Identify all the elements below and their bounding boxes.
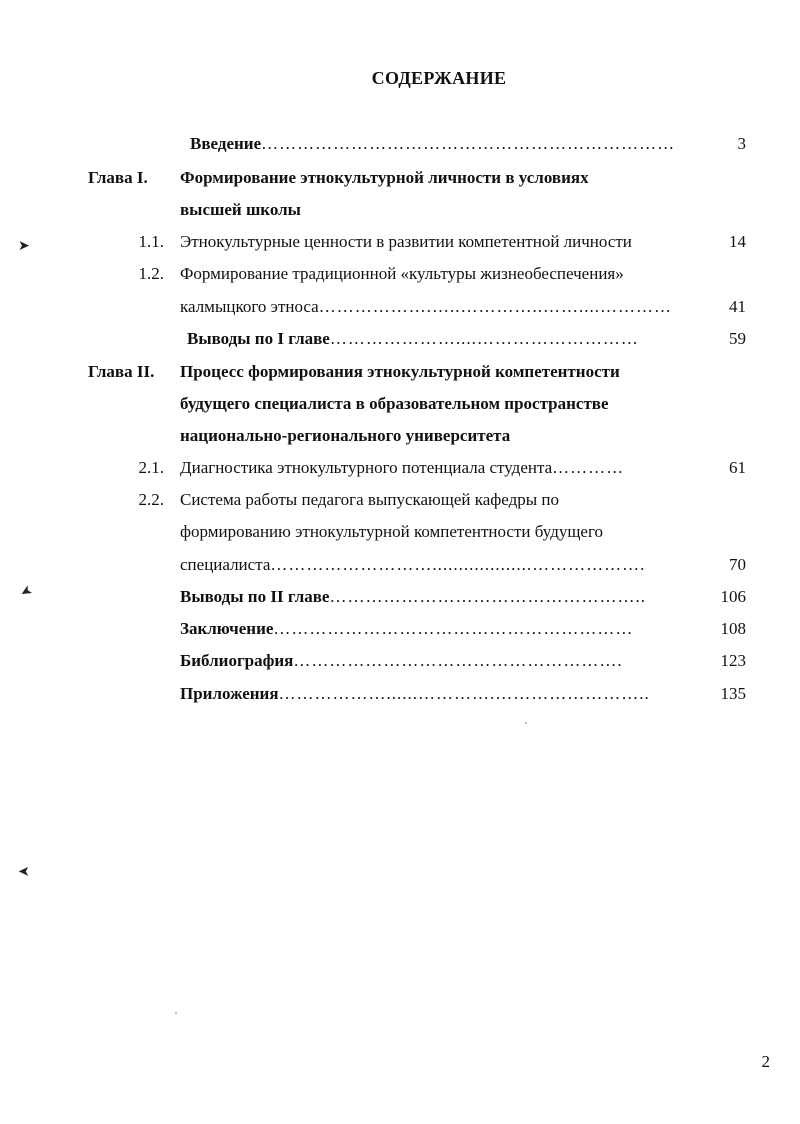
toc-page-number: 108 bbox=[720, 619, 746, 638]
toc-entry-intro[interactable] bbox=[190, 134, 695, 154]
toc-entry-title: Библиография bbox=[180, 651, 294, 670]
chapter-label: Глава I. bbox=[88, 168, 148, 187]
scan-mark-icon: ➤ bbox=[18, 863, 30, 879]
chapter-title-line[interactable]: Формирование этнокультурной личности в условиях bbox=[180, 168, 589, 187]
toc-entry-title: Введение bbox=[190, 134, 262, 153]
toc-leader-dots: …………………………………………………………… bbox=[261, 134, 676, 153]
toc-leader-dots: …………………....……………………… bbox=[329, 329, 639, 348]
toc-entry-title: калмыцкого этноса bbox=[180, 297, 319, 316]
toc-entry-conclusion[interactable] bbox=[180, 619, 695, 639]
toc-entry-title: Диагностика этнокультурного потенциала студента bbox=[180, 458, 553, 477]
section-number: 1.1. bbox=[138, 232, 164, 251]
toc-page-number: 123 bbox=[720, 651, 746, 670]
toc-entry-title[interactable]: Этнокультурные ценности в развитии компетентной личности bbox=[180, 232, 632, 251]
chapter-label: Глава II. bbox=[88, 362, 155, 381]
toc-entry-title: Заключение bbox=[180, 619, 274, 638]
toc-entry-title: Выводы по II главе bbox=[180, 587, 330, 606]
chapter-title-line[interactable]: высшей школы bbox=[180, 200, 301, 219]
toc-leader-dots: …………………………………………….. bbox=[329, 587, 646, 606]
toc-page-number: 14 bbox=[729, 232, 746, 251]
scan-speck bbox=[525, 722, 527, 724]
page-number: 2 bbox=[761, 1052, 770, 1071]
toc-entry-2-1[interactable] bbox=[180, 458, 695, 478]
toc-leader-dots: ………… bbox=[552, 458, 625, 477]
section-number: 1.2. bbox=[138, 264, 164, 283]
toc-page-number: 59 bbox=[729, 329, 746, 348]
page-title: СОДЕРЖАНИЕ bbox=[371, 68, 507, 88]
toc-page-number: 3 bbox=[737, 134, 746, 153]
chapter-title-line[interactable]: национально-регионального университета bbox=[180, 426, 511, 445]
toc-entry-title[interactable]: Система работы педагога выпускающей кафедры по bbox=[180, 490, 560, 509]
toc-leader-dots: ………………………………………………. bbox=[293, 651, 623, 670]
section-number: 2.1. bbox=[138, 458, 164, 477]
toc-entry-continuation[interactable] bbox=[180, 297, 695, 317]
toc-leader-dots: ……………….…..…………..……....………… bbox=[318, 297, 672, 316]
section-number: 2.2. bbox=[138, 490, 164, 509]
scan-mark-icon: ➤ bbox=[16, 581, 35, 601]
toc-leader-dots: …………………………………………………… bbox=[273, 619, 634, 638]
toc-entry-title: Выводы по I главе bbox=[187, 329, 330, 348]
toc-page-number: 106 bbox=[720, 587, 746, 606]
toc-entry-title[interactable]: Формирование традиционной «культуры жизнеобеспечения» bbox=[180, 264, 624, 283]
toc-entry-appendices[interactable] bbox=[180, 684, 695, 704]
chapter-title-line[interactable]: Процесс формирования этнокультурной компетентности bbox=[180, 362, 620, 381]
toc-page-number: 70 bbox=[729, 555, 746, 574]
toc-page-number: 135 bbox=[720, 684, 746, 703]
toc-entry-ch1-conclusions[interactable] bbox=[187, 329, 697, 349]
toc-entry-title: специалиста bbox=[180, 555, 271, 574]
chapter-title-line[interactable]: будущего специалиста в образовательном пространстве bbox=[180, 394, 609, 413]
toc-entry-bibliography[interactable] bbox=[180, 651, 695, 671]
toc-leader-dots: ………………………...................………………. bbox=[270, 555, 646, 574]
toc-leader-dots: ………………......………….…………………….. bbox=[278, 684, 650, 703]
scan-speck bbox=[175, 1012, 177, 1014]
toc-entry-title: Приложения bbox=[180, 684, 279, 703]
toc-page-number: 41 bbox=[729, 297, 746, 316]
scan-mark-icon: ➤ bbox=[18, 238, 30, 254]
toc-entry-ch2-conclusions[interactable] bbox=[180, 587, 695, 607]
toc-entry-title[interactable]: формированию этнокультурной компетентности будущего bbox=[180, 522, 604, 541]
toc-entry-continuation[interactable] bbox=[180, 555, 695, 575]
toc-page-number: 61 bbox=[729, 458, 746, 477]
